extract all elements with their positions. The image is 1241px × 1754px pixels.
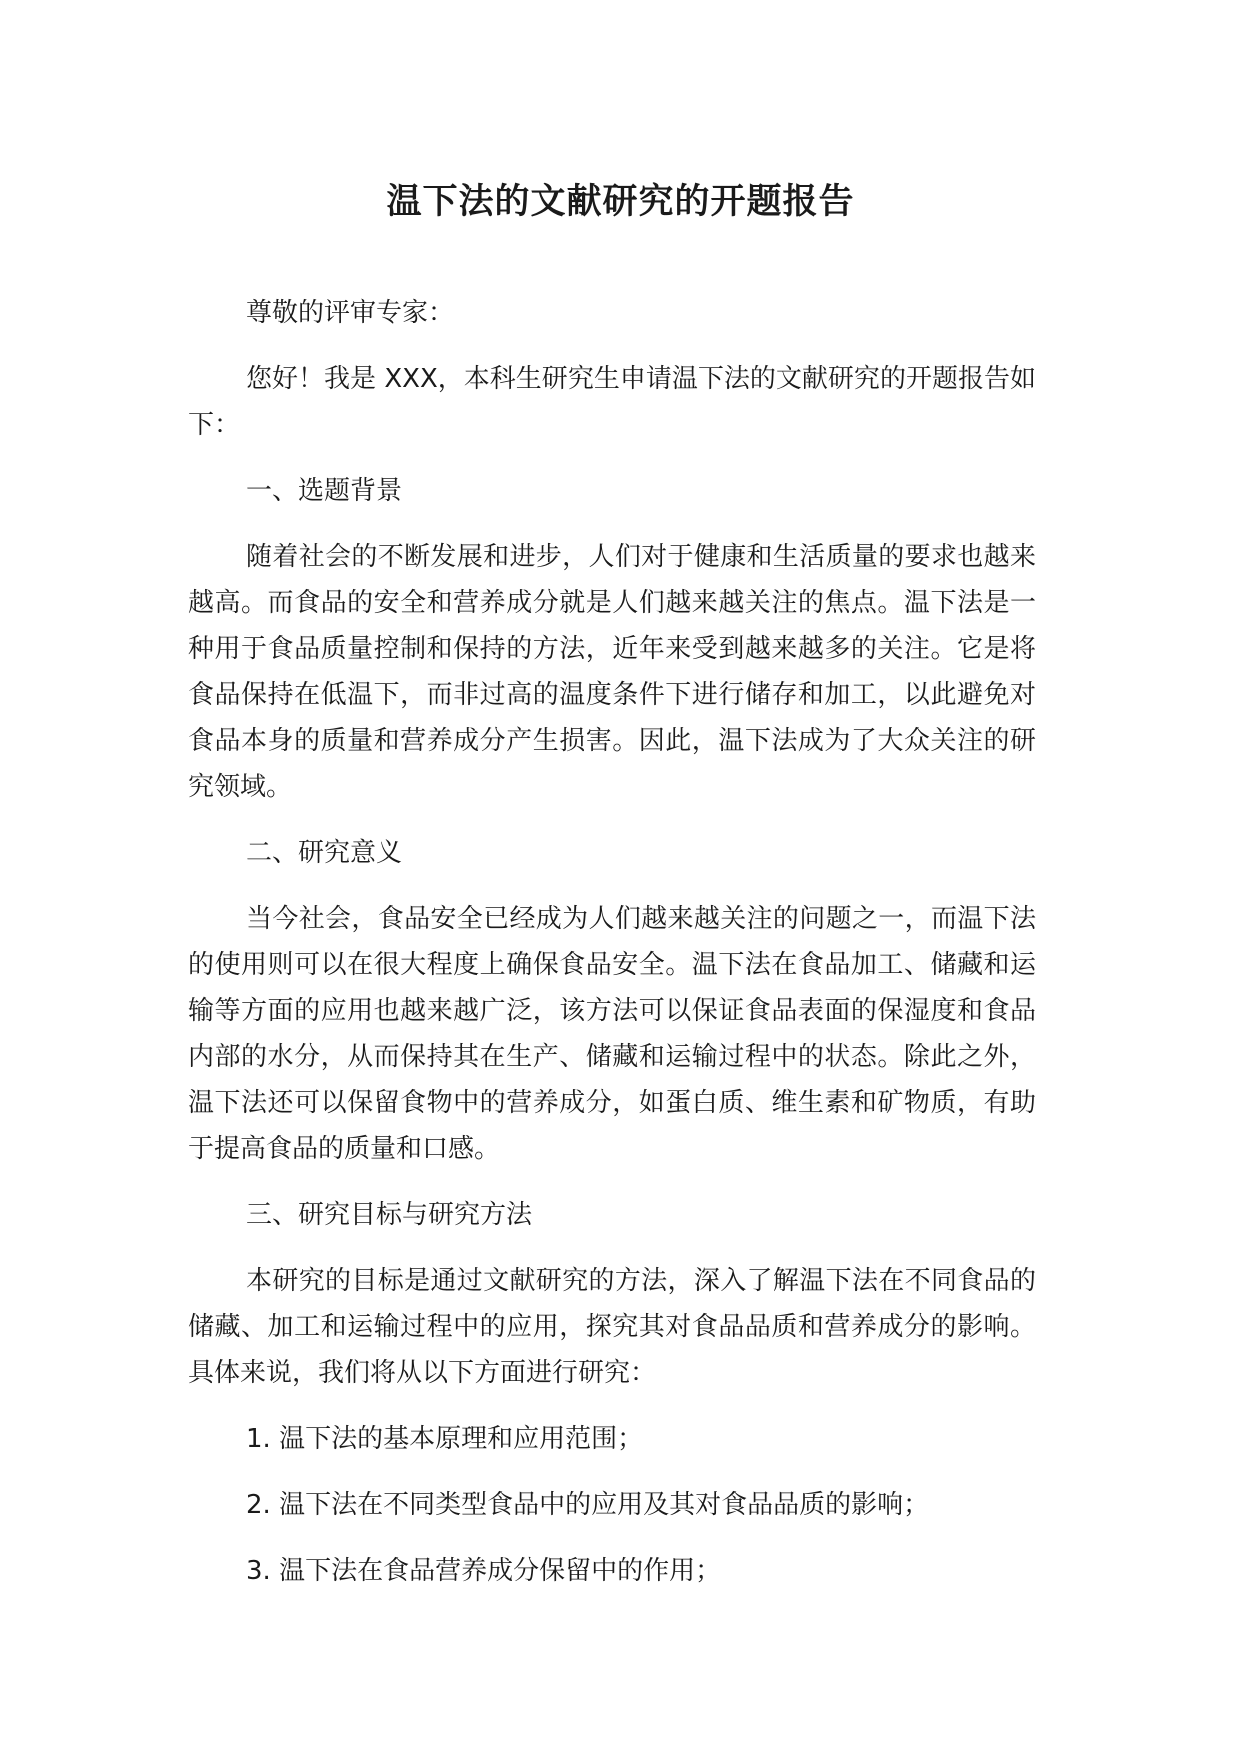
section-heading-significance: 二、研究意义	[246, 838, 403, 868]
intro-paragraph: 您好！我是 XXX，本科生研究生申请温下法的文献研究的开题报告如下：	[188, 364, 1036, 440]
list-item: 3. 温下法在食品营养成分保留中的作用；	[246, 1556, 722, 1586]
salutation: 尊敬的评审专家：	[246, 298, 455, 328]
background-paragraph: 随着社会的不断发展和进步，人们对于健康和生活质量的要求也越来越高。而食品的安全和营养成分就是人们越来越关注的焦点。温下法是一种用于食品质量控制和保持的方法，近年来受到越来越多的关注。它是将食品保持在低温下，而非过高的温度条件下进行储存和加工，以此避免对食品本身的质量和营养成分产生损害。因此，温下法成为了大众关注的研究领域。	[188, 542, 1036, 802]
goals-paragraph: 本研究的目标是通过文献研究的方法，深入了解温下法在不同食品的储藏、加工和运输过程中的应用，探究其对食品品质和营养成分的影响。具体来说，我们将从以下方面进行研究：	[188, 1266, 1036, 1388]
list-item: 2. 温下法在不同类型食品中的应用及其对食品品质的影响；	[246, 1490, 930, 1520]
section-heading-background: 一、选题背景	[246, 476, 403, 506]
significance-paragraph: 当今社会，食品安全已经成为人们越来越关注的问题之一，而温下法的使用则可以在很大程度上确保食品安全。温下法在食品加工、储藏和运输等方面的应用也越来越广泛，该方法可以保证食品表面的保湿度和食品内部的水分，从而保持其在生产、储藏和运输过程中的状态。除此之外，温下法还可以保留食物中的营养成分，如蛋白质、维生素和矿物质，有助于提高食品的质量和口感。	[188, 904, 1036, 1164]
document-title: 温下法的文献研究的开题报告	[386, 182, 855, 222]
list-item: 1. 温下法的基本原理和应用范围；	[246, 1424, 644, 1454]
section-heading-goals-methods: 三、研究目标与研究方法	[246, 1200, 533, 1230]
document-body	[188, 290, 1036, 1614]
